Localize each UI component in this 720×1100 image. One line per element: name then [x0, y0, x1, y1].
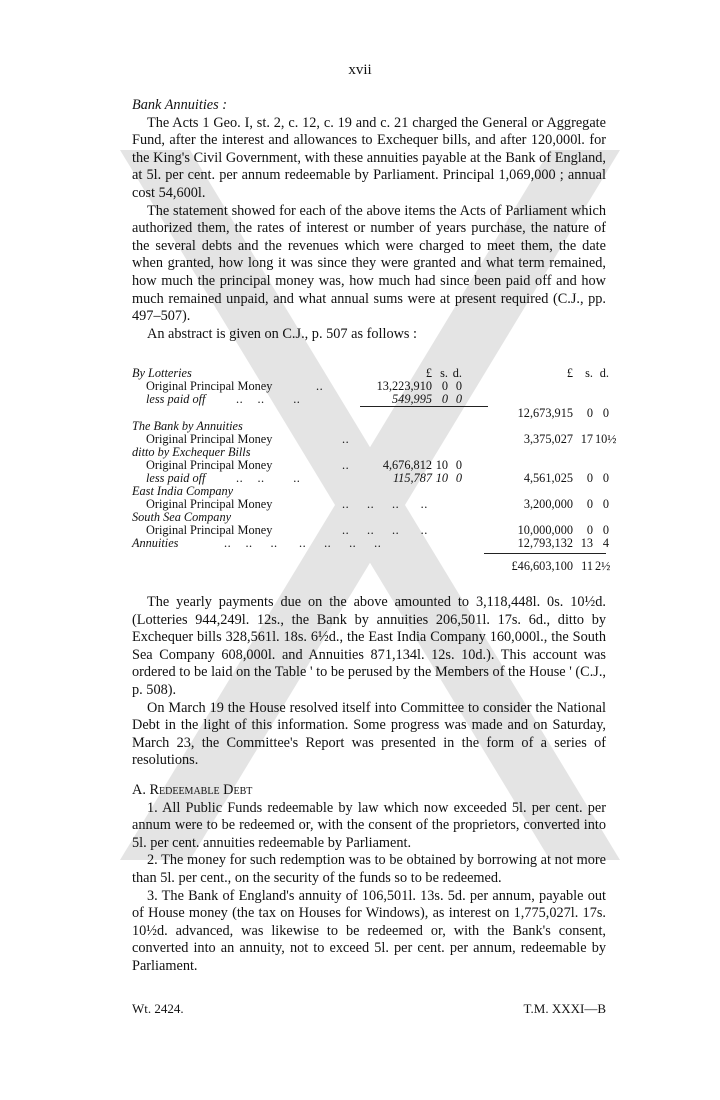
abstract-row	[132, 392, 606, 406]
abstract-row	[132, 510, 606, 524]
amount-d: 0	[455, 392, 462, 406]
amount-s: 0	[586, 523, 593, 537]
leader-dots: .. .. .. .. .. .. ..	[224, 536, 382, 550]
abstract-row	[132, 458, 606, 472]
total-d: 2½	[595, 559, 611, 573]
abstract-label: South Sea Company	[132, 510, 232, 524]
amount-pounds: 13,223,910	[376, 379, 432, 393]
abstract-row	[132, 445, 606, 459]
amount-pounds: 3,375,027	[523, 432, 573, 446]
abstract-total-row	[132, 559, 611, 573]
amount-s: 0	[441, 392, 448, 406]
abstract-row	[132, 406, 609, 420]
amount-d: 0	[455, 458, 462, 472]
leader-dots: .. .. .. ..	[342, 497, 428, 511]
text-block-top	[132, 97, 606, 343]
text-block-middle	[132, 594, 606, 975]
abstract-label: East India Company	[132, 484, 234, 498]
abstract-label: ditto by Exchequer Bills	[132, 445, 251, 459]
abstract-label: less paid off	[146, 471, 206, 485]
header-pounds-2: £	[566, 366, 573, 380]
header-d-1: d.	[452, 366, 462, 380]
abstract-row	[132, 432, 617, 446]
total-rule	[484, 553, 606, 554]
amount-d: 0	[602, 497, 609, 511]
leader-dots: .. .. ..	[236, 471, 301, 485]
amount-d: 0	[602, 406, 609, 420]
amount-pounds: 3,200,000	[523, 497, 573, 511]
leader-dots: .. .. ..	[236, 392, 301, 406]
leader-dots: .. .. .. ..	[342, 523, 428, 537]
resolution-3: 3. The Bank of England's annuity of 106,501l. 13s. 5d. per annum, payable out of House money (the tax on Houses for Windows), as interest on 1,775,027l. 17s. 10½d. advanced, was likewise to be redeemed or, with the Bank's consent, converted into an annuity, not to exceed 5l. per cent. per annum, redeemable by Parliament.	[132, 887, 606, 974]
abstract-row	[132, 497, 609, 511]
amount-d: 0	[455, 471, 462, 485]
paragraph-5: On March 19 the House resolved itself into Committee to consider the National Debt in the light of this information. Some progress was made and on Saturday, March 23, the Committee's Report was presented in the form of a series of resolutions.	[132, 699, 606, 769]
amount-d: 0	[455, 379, 462, 393]
page-number: xvii	[348, 62, 372, 78]
amount-pounds: 10,000,000	[517, 523, 573, 537]
header-s-1: s.	[440, 366, 448, 380]
abstract-label: Annuities	[132, 536, 179, 550]
abstract-row	[132, 419, 606, 433]
leader-dots: ..	[342, 432, 350, 446]
amount-pounds: 12,793,132	[517, 536, 573, 550]
amount-pounds: 4,561,025	[523, 471, 573, 485]
abstract-label: Original Principal Money	[146, 523, 273, 537]
abstract-row	[132, 523, 609, 537]
amount-s: 17	[580, 432, 593, 446]
amount-s: 13	[580, 536, 593, 550]
leader-dots: ..	[316, 379, 324, 393]
abstract-label: By Lotteries	[132, 366, 192, 380]
abstract-row	[132, 379, 606, 393]
paragraph-1: The Acts 1 Geo. I, st. 2, c. 12, c. 19 and c. 21 charged the General or Aggregate Fund, after the interest and allowances to Exchequer bills, and after 120,000l. for the King's Civil Government, with these annuities payable at the Bank of England, at 5l. per cent. per annum redeemable by Parliament. Principal 1,069,000 ; annual cost 54,600l.	[132, 114, 606, 201]
abstract-row	[132, 484, 606, 498]
abstract-row	[132, 536, 609, 550]
amount-d: 0	[602, 471, 609, 485]
amount-d: 0	[602, 523, 609, 537]
header-d-2: d.	[599, 366, 609, 380]
leader-dots: ..	[342, 458, 350, 472]
header-s-2: s.	[585, 366, 593, 380]
total-s: 11	[581, 559, 593, 573]
abstract-label: Original Principal Money	[146, 458, 273, 472]
amount-d: 10½	[595, 432, 617, 446]
amount-s: 0	[586, 471, 593, 485]
resolution-1: 1. All Public Funds redeemable by law which now exceeded 5l. per cent. per annum were to be redeemed or, with the consent of the proprietors, converted into 5l. per cent. annuities redeemable by Parliament.	[132, 799, 606, 851]
amount-s: 10	[435, 471, 448, 485]
abstract-label: Original Principal Money	[146, 432, 273, 446]
amount-pounds: 12,673,915	[517, 406, 573, 420]
paragraph-3: An abstract is given on C.J., p. 507 as follows :	[147, 325, 418, 342]
abstract-label: The Bank by Annuities	[132, 419, 243, 433]
amount-s: 10	[435, 458, 448, 472]
header-pounds-1: £	[425, 366, 432, 380]
resolution-2: 2. The money for such redemption was to be obtained by borrowing at not more than 5l. per cent., on the security of the funds so to be redeemed.	[132, 852, 606, 886]
amount-s: 0	[441, 379, 448, 393]
abstract-label: less paid off	[146, 392, 206, 406]
amount-s: 0	[586, 406, 593, 420]
abstract-label: Original Principal Money	[146, 379, 273, 393]
paragraph-2: The statement showed for each of the above items the Acts of Parliament which authorized them, the rates of interest or number of years purchase, the nature of the several debts and the revenues which were charged to meet them, the date when granted, how long it was since they were granted and what term remained, how much the principal money was, how much had since been paid off and how much remained unpaid, and what annual sums were at present required (C.J., pp. 497–507).	[132, 202, 606, 325]
section-heading: Bank Annuities :	[132, 97, 228, 113]
abstract-row	[132, 471, 609, 485]
abstract-table	[132, 366, 617, 578]
paragraph-4: The yearly payments due on the above amounted to 3,118,448l. 0s. 10½d. (Lotteries 944,249l. 12s., the Bank by annuities 206,501l. 17s. 6d., ditto by Exchequer bills 328,561l. 18s. 6½d., the East India Company 160,000l., the South Sea Company 608,000l. and Annuities 871,134l. 12s. 10d.). This account was ordered to be laid on the Table ' to be perused by the Members of the House ' (C.J., p. 508).	[132, 594, 606, 698]
amount-pounds: 115,787	[392, 471, 432, 485]
abstract-header-row	[132, 366, 609, 380]
amount-pounds: 4,676,812	[382, 458, 432, 472]
total-pounds: £46,603,100	[511, 559, 573, 573]
amount-d: 4	[602, 536, 609, 550]
footer-left: Wt. 2424.	[132, 1001, 184, 1016]
section-a-title: A. Redeemable Debt	[132, 781, 253, 798]
footer-right: T.M. XXXI—B	[523, 1001, 606, 1016]
abstract-label: Original Principal Money	[146, 497, 273, 511]
amount-s: 0	[586, 497, 593, 511]
amount-pounds: 549,995	[392, 392, 432, 406]
